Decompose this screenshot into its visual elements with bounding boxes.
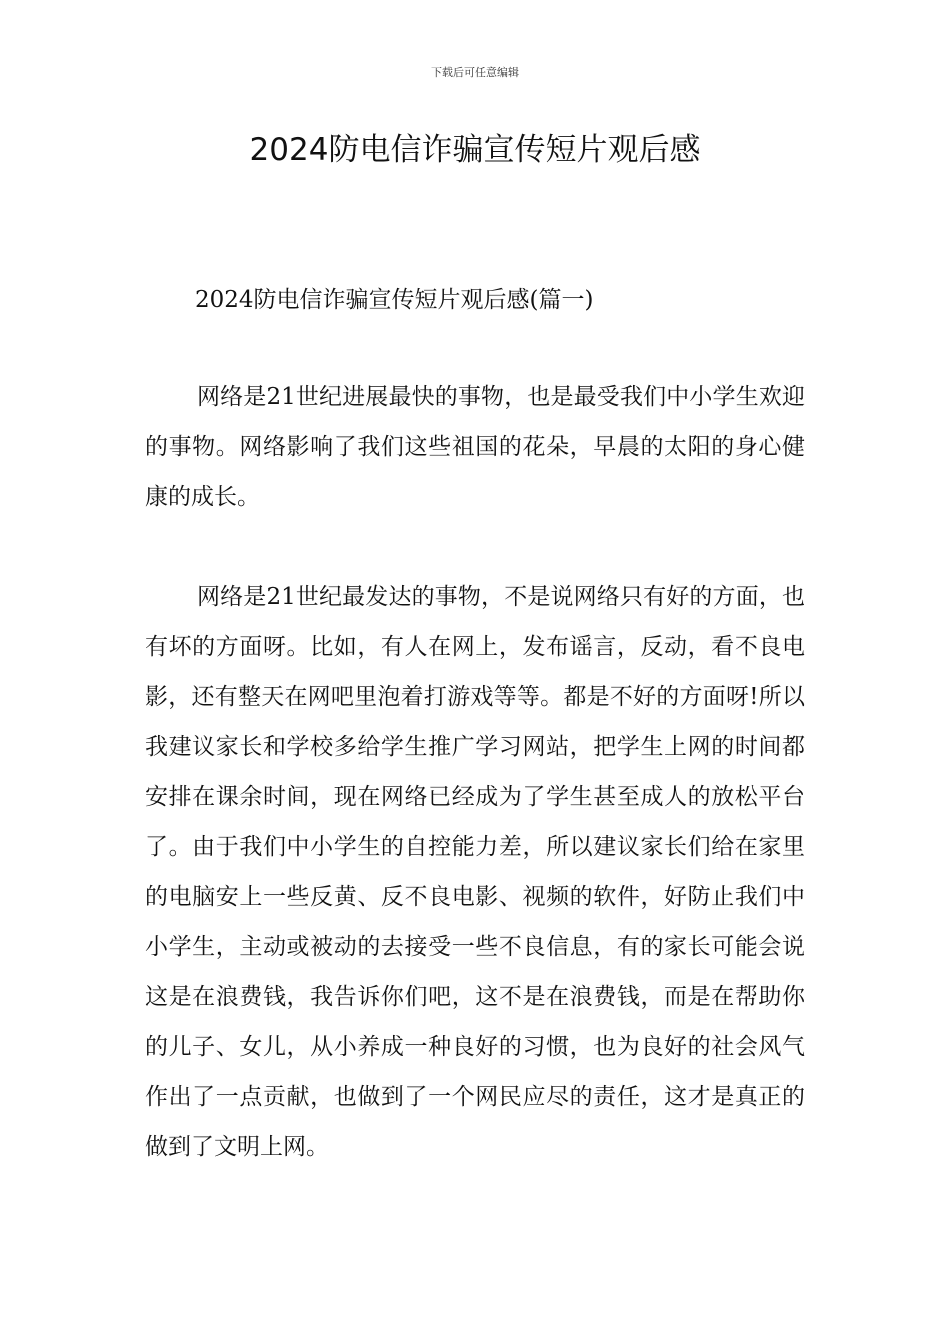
paragraph-1: 网络是21世纪进展最快的事物，也是最受我们中小学生欢迎的事物。网络影响了我们这些祖国的花朵，早晨的太阳的身心健康的成长。 (145, 384, 805, 510)
paragraph-2: 网络是21世纪最发达的事物，不是说网络只有好的方面，也有坏的方面呀。比如，有人在网上，发布谣言，反动，看不良电影，还有整天在网吧里泡着打游戏等等。都是不好的方面呀!所以我建议家长和学校多给学生推广学习网站，把学生上网的时间都安排在课余时间，现在网络已经成为了学生甚至成人的放松平台了。由于我们中小学生的自控能力差，所以建议家长们给在家里的电脑安上一些反黄、反不良电影、视频的软件，好防止我们中小学生，主动或被动的去接受一些不良信息，有的家长可能会说这是在浪费钱，我告诉你们吧，这不是在浪费钱，而是在帮助你的儿子、女儿，从小养成一种良好的习惯，也为良好的社会风气作出了一点贡献，也做到了一个网民应尽的责任，这才是真正的做到了文明上网。 (145, 584, 805, 1160)
document-title: 2024防电信诈骗宣传短片观后感 (249, 132, 701, 168)
section-heading: 2024防电信诈骗宣传短片观后感(篇一) (195, 287, 594, 313)
header-note: 下载后可任意编辑 (431, 66, 519, 79)
